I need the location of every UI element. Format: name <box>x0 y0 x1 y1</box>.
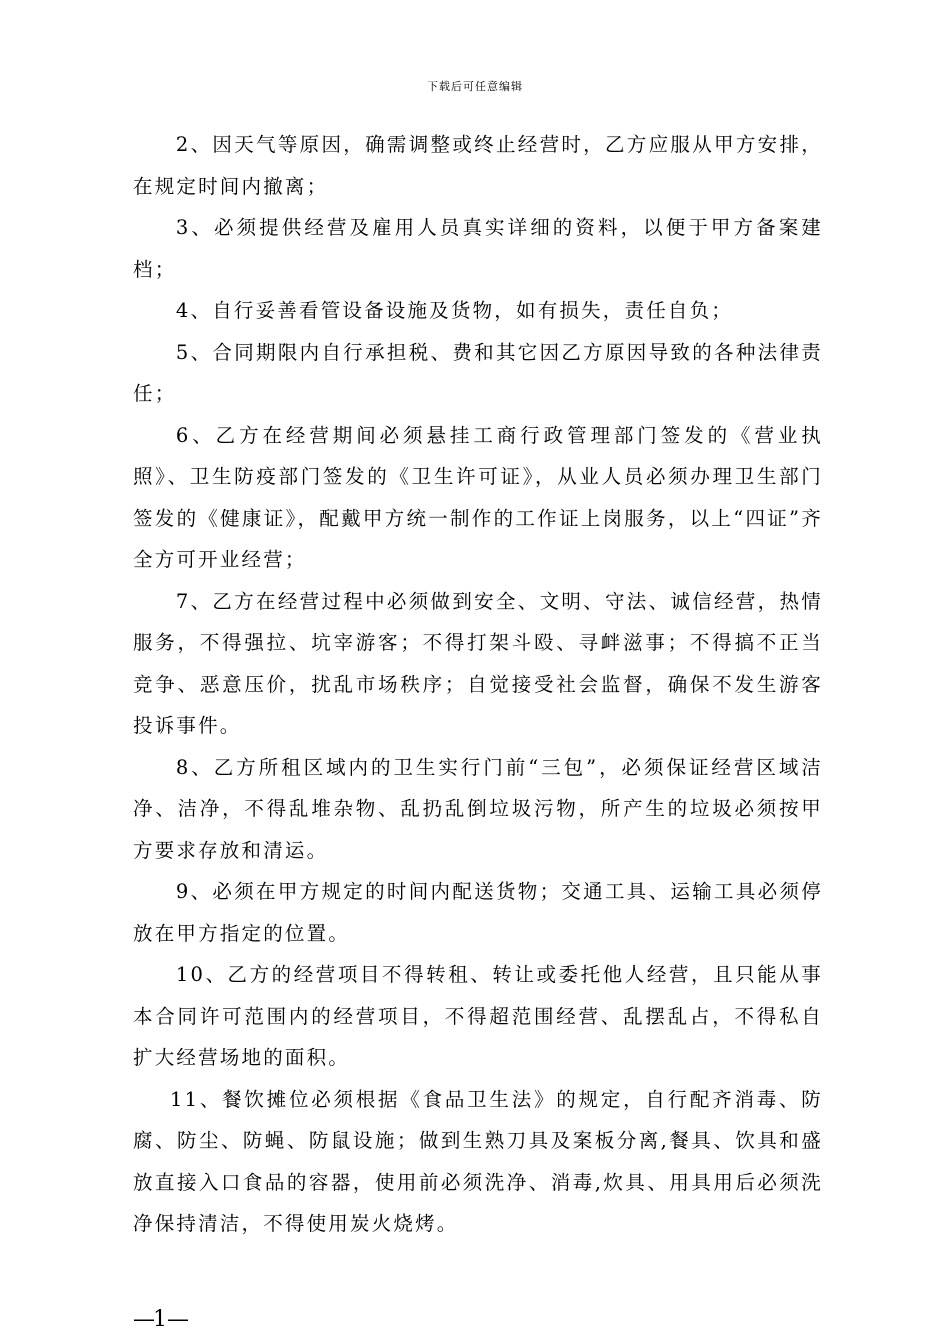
clause-8: 8、乙方所租区域内的卫生实行门前“三包”，必须保证经营区域洁净、洁净，不得乱堆杂物、乱扔乱倒垃圾污物，所产生的垃圾必须按甲方要求存放和清运。 <box>133 755 823 862</box>
page-header-note: 下载后可任意编辑 <box>427 80 523 93</box>
clause-2: 2、因天气等原因，确需调整或终止经营时，乙方应服从甲方安排，在规定时间内撤离； <box>133 133 823 198</box>
clause-6: 6、乙方在经营期间必须悬挂工商行政管理部门签发的《营业执照》、卫生防疫部门签发的《卫生许可证》，从业人员必须办理卫生部门签发的《健康证》，配戴甲方统一制作的工作证上岗服务，以上“四证”齐全方可开业经营； <box>133 423 823 571</box>
clause-3: 3、必须提供经营及雇用人员真实详细的资料，以便于甲方备案建档； <box>133 216 823 281</box>
document-body <box>133 124 823 1245</box>
footer-dash-left: — <box>133 1307 153 1332</box>
clause-4: 4、自行妥善看管设备设施及货物，如有损失，责任自负； <box>175 299 733 322</box>
clause-5: 5、合同期限内自行承担税、费和其它因乙方原因导致的各种法律责任； <box>133 340 823 405</box>
page-footer <box>133 1307 187 1333</box>
clause-7: 7、乙方在经营过程中必须做到安全、文明、守法、诚信经营，热情服务，不得强拉、坑宰游客；不得打架斗殴、寻衅滋事；不得搞不正当竞争、恶意压价，扰乱市场秩序；自觉接受社会监督，确保不发生游客投诉事件。 <box>133 589 823 737</box>
clause-11: 11、餐饮摊位必须根据《食品卫生法》的规定，自行配齐消毒、防腐、防尘、防蝇、防鼠设施；做到生熟刀具及案板分离,餐具、饮具和盛放直接入口食品的容器，使用前必须洗净、消毒,炊具、用具用后必须洗净保持清洁，不得使用炭火烧烤。 <box>133 1087 823 1235</box>
clause-9: 9、必须在甲方规定的时间内配送货物；交通工具、运输工具必须停放在甲方指定的位置。 <box>133 880 823 945</box>
page-number: 1 <box>153 1307 167 1332</box>
footer-dash-right: — <box>167 1307 187 1332</box>
clause-10: 10、乙方的经营项目不得转租、转让或委托他人经营，且只能从事本合同许可范围内的经营项目，不得超范围经营、乱摆乱占，不得私自扩大经营场地的面积。 <box>133 963 823 1069</box>
